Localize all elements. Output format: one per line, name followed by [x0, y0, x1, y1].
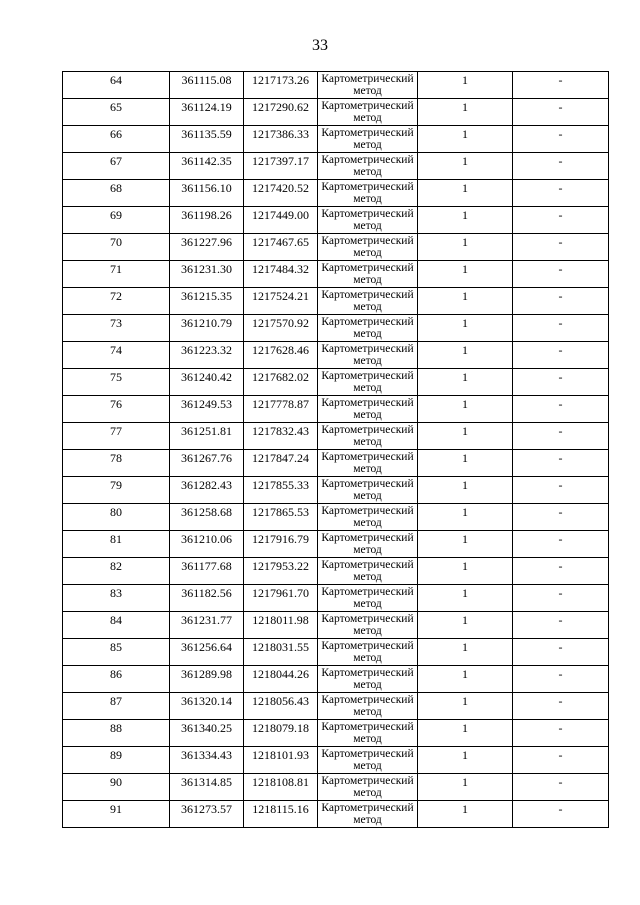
- y-coordinate-cell: 1217916.79: [244, 531, 318, 558]
- method-cell: Картометрический метод: [318, 558, 418, 585]
- note-cell: -: [513, 342, 609, 369]
- point-number-cell: 76: [63, 396, 170, 423]
- table-row: [63, 72, 609, 99]
- accuracy-cell: 1: [418, 234, 513, 261]
- method-cell: Картометрический метод: [318, 126, 418, 153]
- table-row: [63, 234, 609, 261]
- note-cell: -: [513, 153, 609, 180]
- note-cell: -: [513, 801, 609, 828]
- table-row: [63, 450, 609, 477]
- table-row: [63, 558, 609, 585]
- accuracy-cell: 1: [418, 666, 513, 693]
- note-cell: -: [513, 450, 609, 477]
- y-coordinate-cell: 1217847.24: [244, 450, 318, 477]
- method-cell: Картометрический метод: [318, 396, 418, 423]
- method-cell: Картометрический метод: [318, 288, 418, 315]
- y-coordinate-cell: 1218056.43: [244, 693, 318, 720]
- table-row: [63, 126, 609, 153]
- point-number-cell: 88: [63, 720, 170, 747]
- method-cell: Картометрический метод: [318, 180, 418, 207]
- note-cell: -: [513, 180, 609, 207]
- point-number-cell: 69: [63, 207, 170, 234]
- y-coordinate-cell: 1217682.02: [244, 369, 318, 396]
- accuracy-cell: 1: [418, 261, 513, 288]
- method-cell: Картометрический метод: [318, 747, 418, 774]
- note-cell: -: [513, 558, 609, 585]
- table-row: [63, 207, 609, 234]
- y-coordinate-cell: 1217397.17: [244, 153, 318, 180]
- accuracy-cell: 1: [418, 531, 513, 558]
- y-coordinate-cell: 1217778.87: [244, 396, 318, 423]
- accuracy-cell: 1: [418, 288, 513, 315]
- table-row: [63, 261, 609, 288]
- accuracy-cell: 1: [418, 720, 513, 747]
- method-cell: Картометрический метод: [318, 207, 418, 234]
- point-number-cell: 82: [63, 558, 170, 585]
- table-row: [63, 720, 609, 747]
- accuracy-cell: 1: [418, 801, 513, 828]
- method-cell: Картометрический метод: [318, 531, 418, 558]
- x-coordinate-cell: 361115.08: [170, 72, 244, 99]
- y-coordinate-cell: 1217524.21: [244, 288, 318, 315]
- accuracy-cell: 1: [418, 450, 513, 477]
- method-cell: Картометрический метод: [318, 423, 418, 450]
- accuracy-cell: 1: [418, 369, 513, 396]
- x-coordinate-cell: 361182.56: [170, 585, 244, 612]
- note-cell: -: [513, 396, 609, 423]
- x-coordinate-cell: 361124.19: [170, 99, 244, 126]
- point-number-cell: 78: [63, 450, 170, 477]
- accuracy-cell: 1: [418, 126, 513, 153]
- accuracy-cell: 1: [418, 747, 513, 774]
- point-number-cell: 75: [63, 369, 170, 396]
- accuracy-cell: 1: [418, 99, 513, 126]
- point-number-cell: 85: [63, 639, 170, 666]
- table-row: [63, 396, 609, 423]
- y-coordinate-cell: 1217467.65: [244, 234, 318, 261]
- accuracy-cell: 1: [418, 180, 513, 207]
- page-number: 33: [312, 37, 328, 54]
- coordinates-table: [62, 71, 609, 828]
- x-coordinate-cell: 361258.68: [170, 504, 244, 531]
- x-coordinate-cell: 361334.43: [170, 747, 244, 774]
- y-coordinate-cell: 1218108.81: [244, 774, 318, 801]
- y-coordinate-cell: 1217953.22: [244, 558, 318, 585]
- y-coordinate-cell: 1217570.92: [244, 315, 318, 342]
- x-coordinate-cell: 361223.32: [170, 342, 244, 369]
- y-coordinate-cell: 1217628.46: [244, 342, 318, 369]
- accuracy-cell: 1: [418, 396, 513, 423]
- point-number-cell: 90: [63, 774, 170, 801]
- x-coordinate-cell: 361340.25: [170, 720, 244, 747]
- point-number-cell: 80: [63, 504, 170, 531]
- x-coordinate-cell: 361156.10: [170, 180, 244, 207]
- accuracy-cell: 1: [418, 612, 513, 639]
- method-cell: Картометрический метод: [318, 234, 418, 261]
- table-row: [63, 666, 609, 693]
- table-row: [63, 477, 609, 504]
- x-coordinate-cell: 361210.79: [170, 315, 244, 342]
- note-cell: -: [513, 126, 609, 153]
- x-coordinate-cell: 361282.43: [170, 477, 244, 504]
- point-number-cell: 72: [63, 288, 170, 315]
- point-number-cell: 89: [63, 747, 170, 774]
- table-row: [63, 342, 609, 369]
- y-coordinate-cell: 1218044.26: [244, 666, 318, 693]
- note-cell: -: [513, 666, 609, 693]
- note-cell: -: [513, 99, 609, 126]
- note-cell: -: [513, 612, 609, 639]
- method-cell: Картометрический метод: [318, 774, 418, 801]
- accuracy-cell: 1: [418, 153, 513, 180]
- y-coordinate-cell: 1218011.98: [244, 612, 318, 639]
- table-row: [63, 639, 609, 666]
- note-cell: -: [513, 504, 609, 531]
- method-cell: Картометрический метод: [318, 612, 418, 639]
- accuracy-cell: 1: [418, 207, 513, 234]
- note-cell: -: [513, 639, 609, 666]
- x-coordinate-cell: 361251.81: [170, 423, 244, 450]
- method-cell: Картометрический метод: [318, 315, 418, 342]
- note-cell: -: [513, 774, 609, 801]
- point-number-cell: 66: [63, 126, 170, 153]
- method-cell: Картометрический метод: [318, 99, 418, 126]
- note-cell: -: [513, 207, 609, 234]
- method-cell: Картометрический метод: [318, 477, 418, 504]
- table-row: [63, 801, 609, 828]
- accuracy-cell: 1: [418, 639, 513, 666]
- method-cell: Картометрический метод: [318, 585, 418, 612]
- x-coordinate-cell: 361289.98: [170, 666, 244, 693]
- accuracy-cell: 1: [418, 774, 513, 801]
- note-cell: -: [513, 585, 609, 612]
- method-cell: Картометрический метод: [318, 153, 418, 180]
- point-number-cell: 68: [63, 180, 170, 207]
- table-row: [63, 693, 609, 720]
- x-coordinate-cell: 361215.35: [170, 288, 244, 315]
- point-number-cell: 73: [63, 315, 170, 342]
- accuracy-cell: 1: [418, 72, 513, 99]
- method-cell: Картометрический метод: [318, 801, 418, 828]
- x-coordinate-cell: 361320.14: [170, 693, 244, 720]
- table-row: [63, 180, 609, 207]
- x-coordinate-cell: 361314.85: [170, 774, 244, 801]
- point-number-cell: 79: [63, 477, 170, 504]
- accuracy-cell: 1: [418, 585, 513, 612]
- method-cell: Картометрический метод: [318, 504, 418, 531]
- method-cell: Картометрический метод: [318, 720, 418, 747]
- x-coordinate-cell: 361256.64: [170, 639, 244, 666]
- method-cell: Картометрический метод: [318, 639, 418, 666]
- y-coordinate-cell: 1217173.26: [244, 72, 318, 99]
- table-row: [63, 504, 609, 531]
- method-cell: Картометрический метод: [318, 72, 418, 99]
- y-coordinate-cell: 1218101.93: [244, 747, 318, 774]
- coordinates-table-body: [63, 72, 609, 828]
- y-coordinate-cell: 1218079.18: [244, 720, 318, 747]
- table-row: [63, 774, 609, 801]
- x-coordinate-cell: 361231.30: [170, 261, 244, 288]
- point-number-cell: 91: [63, 801, 170, 828]
- y-coordinate-cell: 1217832.43: [244, 423, 318, 450]
- accuracy-cell: 1: [418, 558, 513, 585]
- note-cell: -: [513, 747, 609, 774]
- x-coordinate-cell: 361210.06: [170, 531, 244, 558]
- note-cell: -: [513, 72, 609, 99]
- table-row: [63, 585, 609, 612]
- method-cell: Картометрический метод: [318, 342, 418, 369]
- x-coordinate-cell: 361198.26: [170, 207, 244, 234]
- point-number-cell: 81: [63, 531, 170, 558]
- point-number-cell: 84: [63, 612, 170, 639]
- table-row: [63, 531, 609, 558]
- y-coordinate-cell: 1217865.53: [244, 504, 318, 531]
- note-cell: -: [513, 477, 609, 504]
- table-row: [63, 747, 609, 774]
- accuracy-cell: 1: [418, 315, 513, 342]
- x-coordinate-cell: 361227.96: [170, 234, 244, 261]
- y-coordinate-cell: 1217484.32: [244, 261, 318, 288]
- note-cell: -: [513, 288, 609, 315]
- table-row: [63, 315, 609, 342]
- accuracy-cell: 1: [418, 477, 513, 504]
- method-cell: Картометрический метод: [318, 450, 418, 477]
- table-row: [63, 99, 609, 126]
- point-number-cell: 86: [63, 666, 170, 693]
- note-cell: -: [513, 720, 609, 747]
- table-row: [63, 612, 609, 639]
- x-coordinate-cell: 361142.35: [170, 153, 244, 180]
- table-row: [63, 369, 609, 396]
- x-coordinate-cell: 361273.57: [170, 801, 244, 828]
- point-number-cell: 64: [63, 72, 170, 99]
- accuracy-cell: 1: [418, 504, 513, 531]
- note-cell: -: [513, 261, 609, 288]
- y-coordinate-cell: 1217420.52: [244, 180, 318, 207]
- method-cell: Картометрический метод: [318, 369, 418, 396]
- note-cell: -: [513, 315, 609, 342]
- x-coordinate-cell: 361240.42: [170, 369, 244, 396]
- point-number-cell: 87: [63, 693, 170, 720]
- point-number-cell: 74: [63, 342, 170, 369]
- y-coordinate-cell: 1218031.55: [244, 639, 318, 666]
- accuracy-cell: 1: [418, 423, 513, 450]
- note-cell: -: [513, 531, 609, 558]
- x-coordinate-cell: 361177.68: [170, 558, 244, 585]
- table-row: [63, 153, 609, 180]
- x-coordinate-cell: 361231.77: [170, 612, 244, 639]
- accuracy-cell: 1: [418, 693, 513, 720]
- y-coordinate-cell: 1217961.70: [244, 585, 318, 612]
- note-cell: -: [513, 423, 609, 450]
- point-number-cell: 77: [63, 423, 170, 450]
- table-row: [63, 288, 609, 315]
- note-cell: -: [513, 369, 609, 396]
- x-coordinate-cell: 361267.76: [170, 450, 244, 477]
- point-number-cell: 71: [63, 261, 170, 288]
- method-cell: Картометрический метод: [318, 261, 418, 288]
- accuracy-cell: 1: [418, 342, 513, 369]
- point-number-cell: 65: [63, 99, 170, 126]
- table-row: [63, 423, 609, 450]
- x-coordinate-cell: 361135.59: [170, 126, 244, 153]
- method-cell: Картометрический метод: [318, 666, 418, 693]
- note-cell: -: [513, 693, 609, 720]
- point-number-cell: 67: [63, 153, 170, 180]
- point-number-cell: 83: [63, 585, 170, 612]
- y-coordinate-cell: 1217855.33: [244, 477, 318, 504]
- x-coordinate-cell: 361249.53: [170, 396, 244, 423]
- y-coordinate-cell: 1217449.00: [244, 207, 318, 234]
- y-coordinate-cell: 1217386.33: [244, 126, 318, 153]
- y-coordinate-cell: 1218115.16: [244, 801, 318, 828]
- method-cell: Картометрический метод: [318, 693, 418, 720]
- y-coordinate-cell: 1217290.62: [244, 99, 318, 126]
- note-cell: -: [513, 234, 609, 261]
- point-number-cell: 70: [63, 234, 170, 261]
